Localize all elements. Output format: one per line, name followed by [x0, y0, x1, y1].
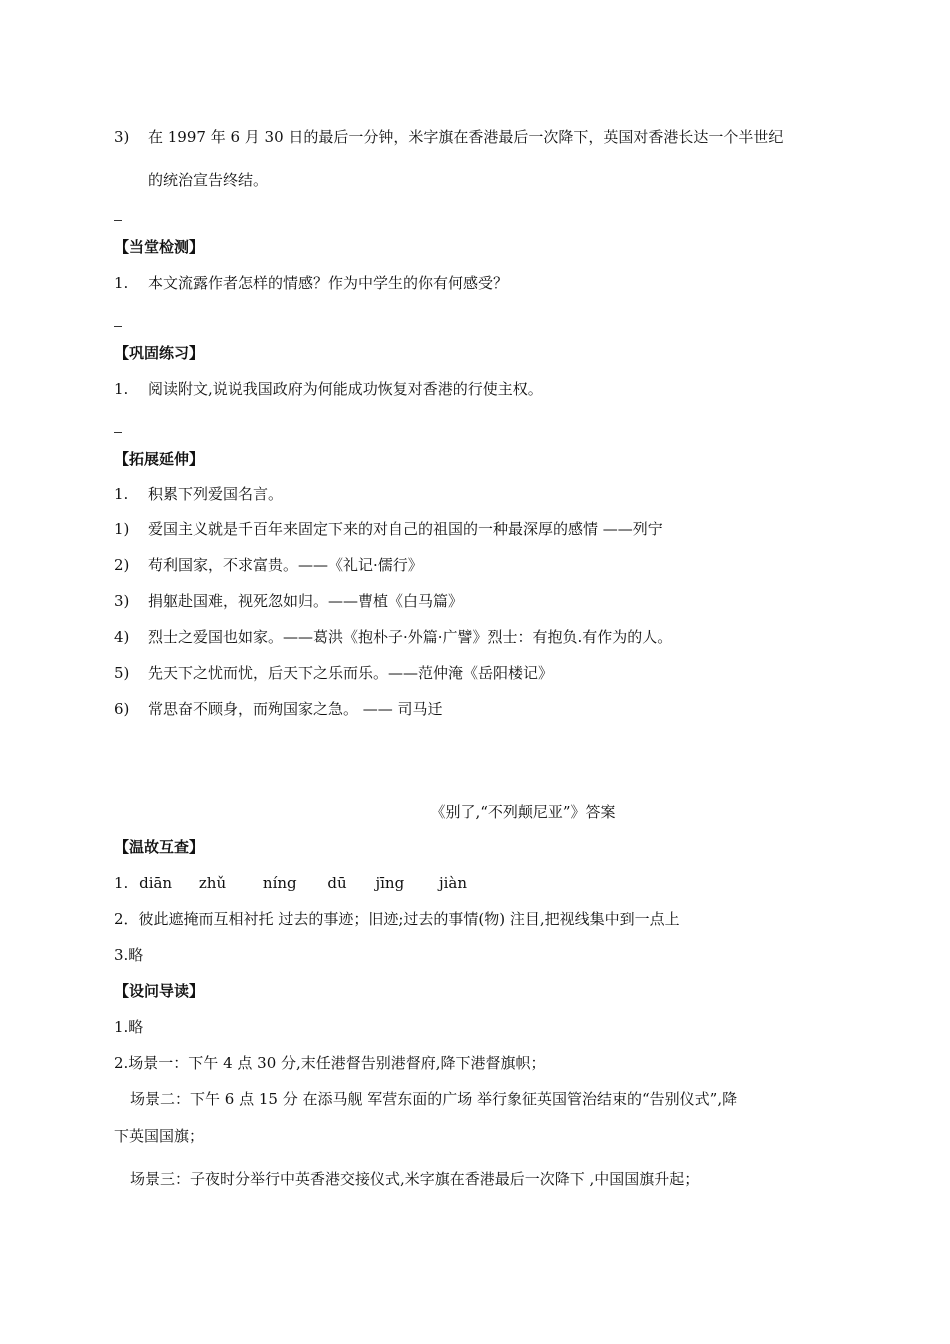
- pinyin-item: diān: [139, 874, 173, 892]
- item-text-continued: 的统治宣告终结。: [148, 171, 269, 189]
- question-text: 阅读附文,说说我国政府为何能成功恢复对香港的行使主权。: [148, 380, 543, 398]
- section-heading-shewen: 【设问导读】: [114, 982, 205, 1000]
- pinyin-item: jiàn: [438, 874, 468, 892]
- blank-line: [114, 220, 122, 221]
- pinyin-item: níng: [262, 874, 297, 892]
- quote-text: 苟利国家，不求富贵。——《礼记·儒行》: [148, 556, 423, 574]
- answer-line: 1.略: [114, 1018, 144, 1036]
- blank-line: [114, 326, 122, 327]
- quote-number: 3): [114, 592, 130, 610]
- quote-number: 5): [114, 664, 130, 682]
- answer-line: 2．彼此遮掩而互相衬托 过去的事迹；旧迹;过去的事情(物) 注目,把视线集中到一点上: [114, 910, 680, 928]
- question-text: 本文流露作者怎样的情感？作为中学生的你有何感受？: [148, 274, 509, 292]
- quote-number: 6): [114, 700, 130, 718]
- quote-text: 烈士之爱国也如家。——葛洪《抱朴子·外篇·广譬》烈士：有抱负.有作为的人。: [148, 628, 673, 646]
- answer-line: 场景三：子夜时分举行中英香港交接仪式,米字旗在香港最后一次降下 ,中国国旗升起；: [130, 1170, 700, 1188]
- item-number: 3): [114, 128, 130, 146]
- question-text: 积累下列爱国名言。: [148, 485, 284, 503]
- section-heading-tuozhan: 【拓展延伸】: [114, 450, 205, 468]
- pinyin-item: jīng: [375, 874, 405, 892]
- quote-text: 捐躯赴国难，视死忽如归。——曹植《白马篇》: [148, 592, 464, 610]
- section-heading-dangtang: 【当堂检测】: [114, 238, 205, 256]
- quote-text: 爱国主义就是千百年来固定下来的对自己的祖国的一种最深厚的感情 ——列宁: [148, 520, 663, 538]
- quote-text: 先天下之忧而忧，后天下之乐而乐。——范仲淹《岳阳楼记》: [148, 664, 554, 682]
- pinyin-answer-line: [114, 873, 467, 893]
- item-text: 在 1997 年 6 月 30 日的最后一分钟，米字旗在香港最后一次降下，英国对香港长达一个半世纪: [148, 128, 784, 146]
- question-number: 1.: [114, 485, 129, 503]
- answer-line-continued: 下英国国旗；: [114, 1127, 205, 1145]
- quote-text: 常思奋不顾身，而殉国家之急。 —— 司马迁: [148, 700, 443, 718]
- quote-number: 4): [114, 628, 130, 646]
- pinyin-item: zhǔ: [198, 874, 227, 892]
- answer-line: 场景二：下午 6 点 15 分 在添马舰 军营东面的广场 举行象征英国管治结束的“告别仪式”,降: [130, 1090, 738, 1108]
- quote-number: 2): [114, 556, 130, 574]
- blank-line: [114, 432, 122, 433]
- question-number: 1.: [114, 274, 129, 292]
- answer-line: 2.场景一：下午 4 点 30 分,末任港督告别港督府,降下港督旗帜；: [114, 1054, 546, 1072]
- answer-line: 3.略: [114, 946, 144, 964]
- section-heading-wengu: 【温故互查】: [114, 838, 205, 856]
- pinyin-item: dū: [327, 874, 347, 892]
- pinyin-prefix: 1.: [114, 874, 129, 892]
- section-heading-gonggu: 【巩固练习】: [114, 344, 205, 362]
- answer-title: 《别了,“不列颠尼亚”》答案: [430, 803, 616, 821]
- question-number: 1.: [114, 380, 129, 398]
- quote-number: 1): [114, 520, 130, 538]
